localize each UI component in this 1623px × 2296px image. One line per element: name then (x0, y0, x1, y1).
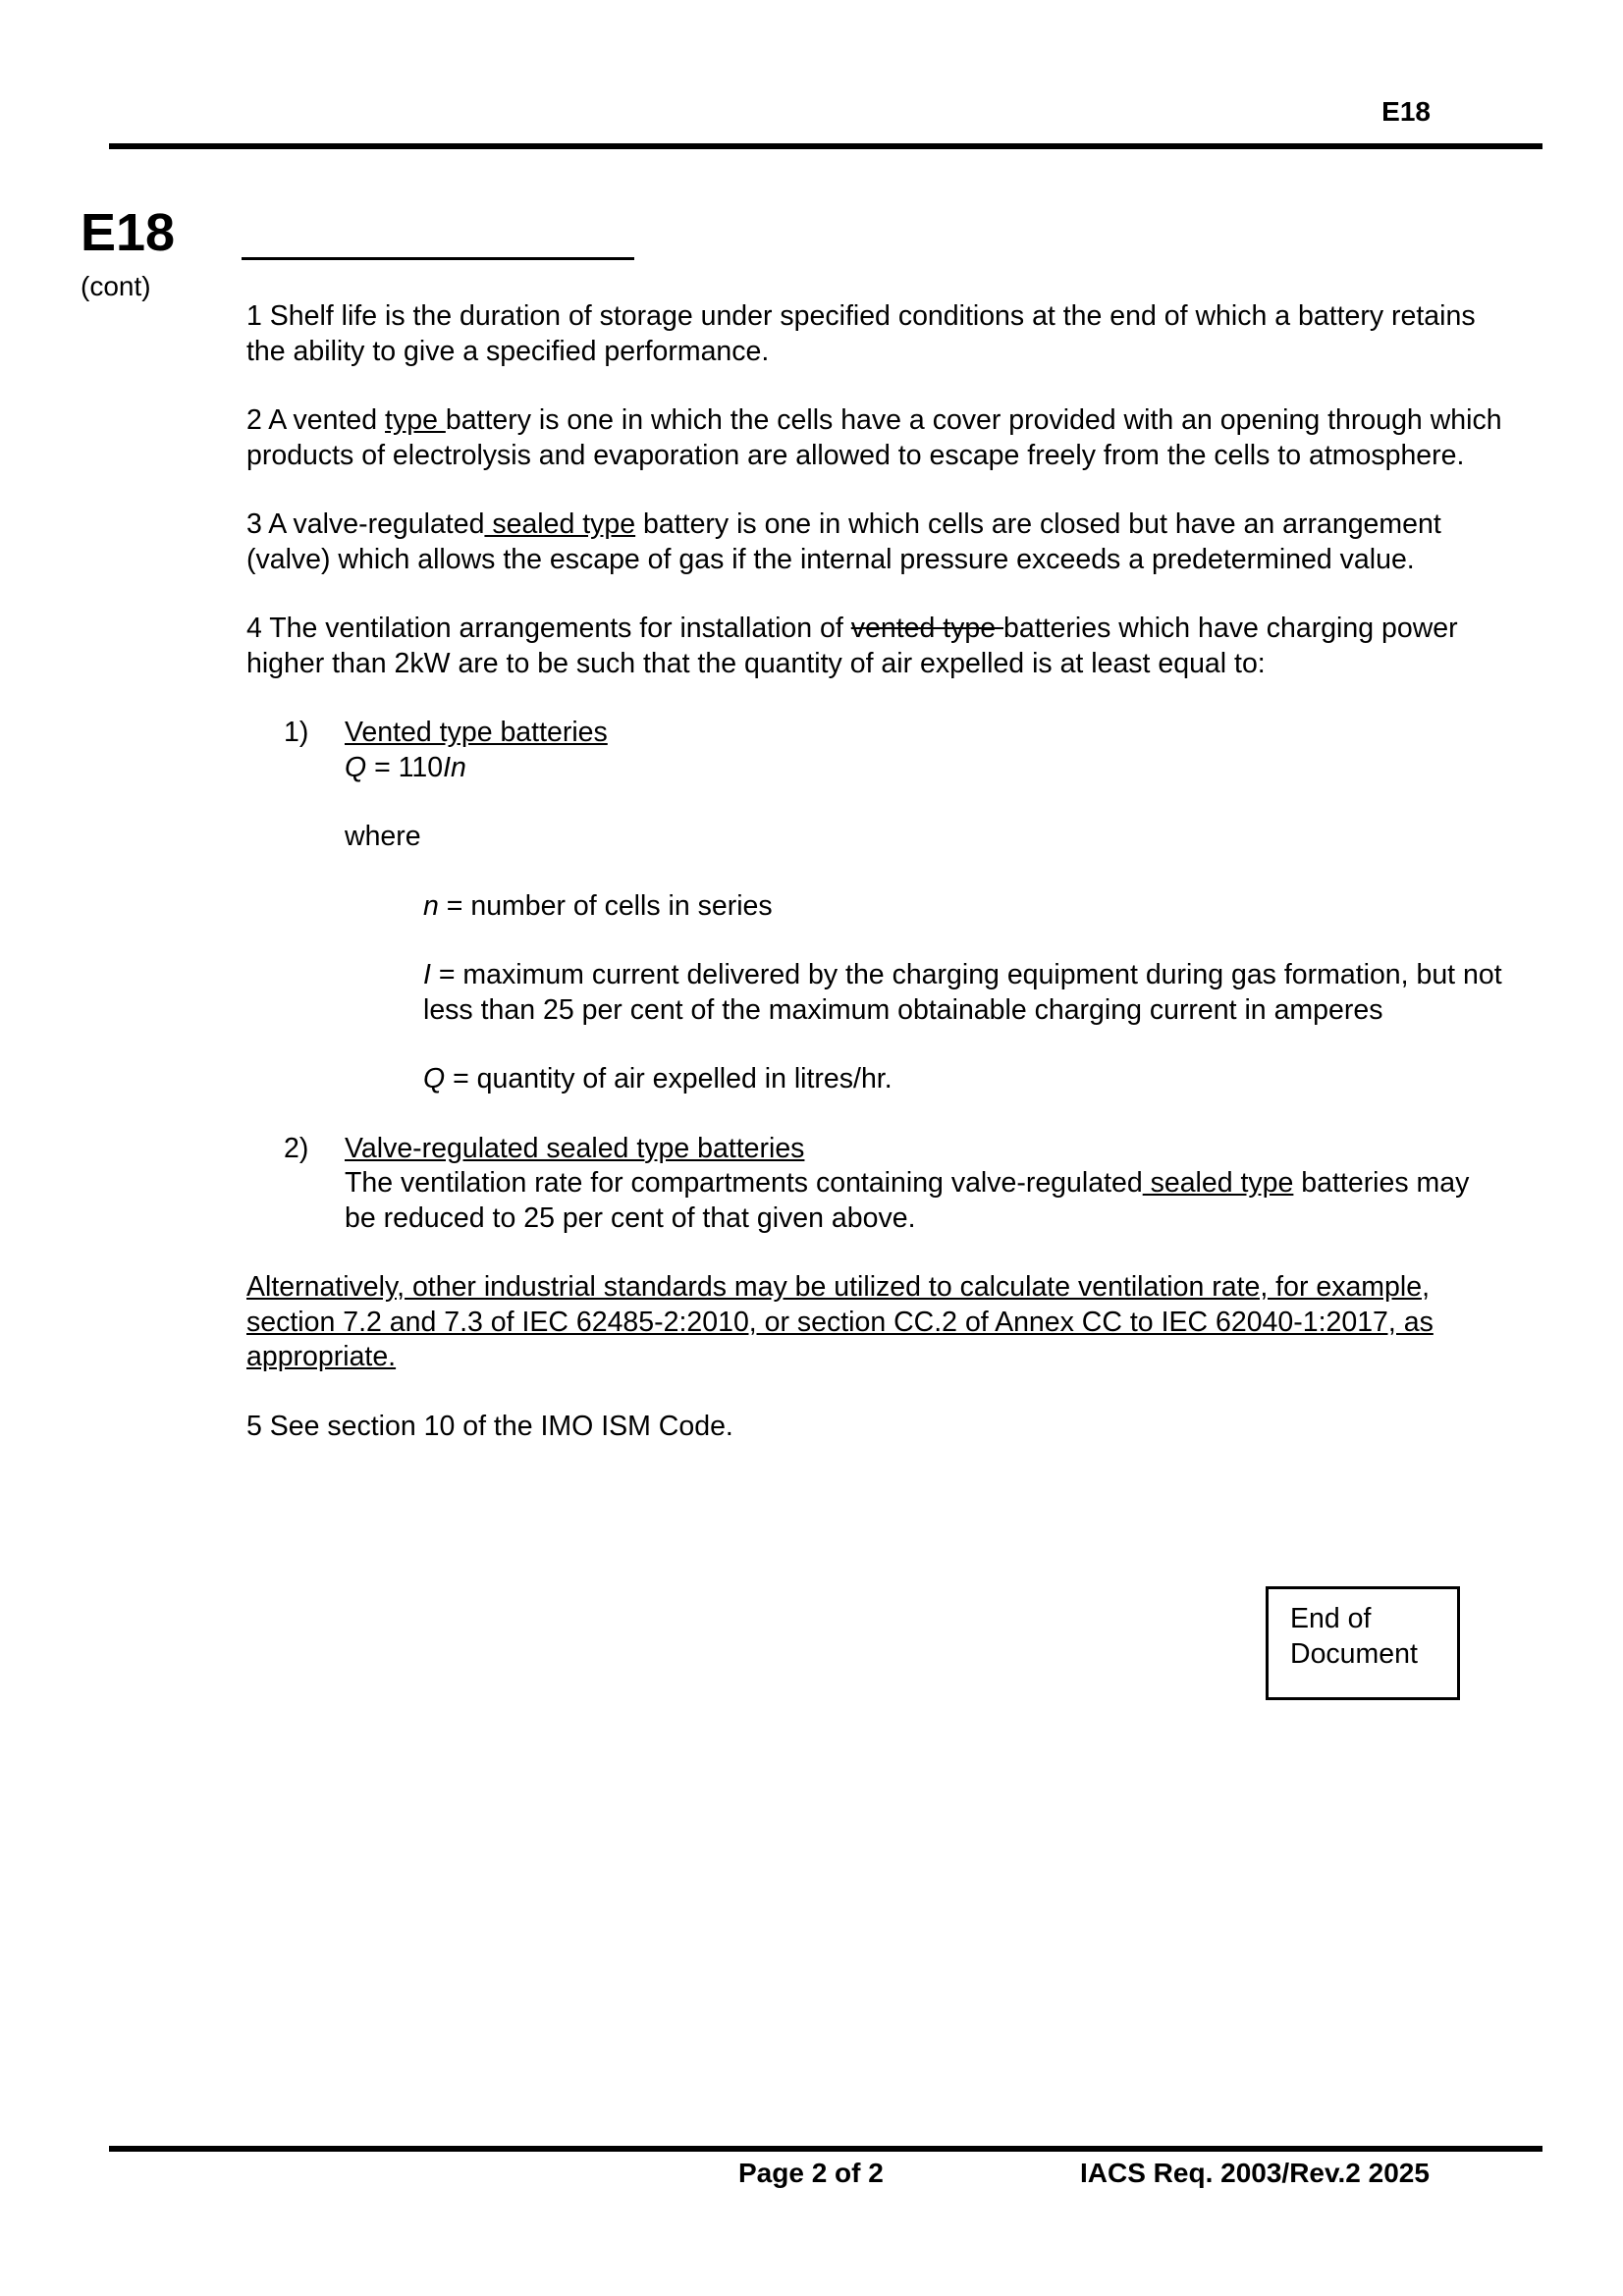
note-1: 1 Shelf life is the duration of storage under specified conditions at the end of which a battery retains the ability to give a specified performance. (246, 300, 1476, 367)
section-code: E18 (81, 203, 176, 262)
inserted-text: sealed type (484, 508, 636, 540)
where-label: where (345, 821, 421, 852)
formula: Q = 110In (345, 751, 466, 783)
definition-i: I = maximum current delivered by the charging equipment during gas formation, but not less than 25 per cent of the maximum obtainable charging current in amperes (423, 959, 1502, 1026)
title-underline (242, 257, 634, 260)
list-item-valve-regulated (246, 1132, 1503, 1237)
definition-q: Q = quantity of air expelled in litres/hr. (423, 1063, 893, 1095)
list-item-title: Vented type batteries (345, 717, 608, 748)
list-item-text: The ventilation rate for compartments containing valve-regulated sealed type batteries may be reduced to 25 per cent of that given above. (345, 1167, 1470, 1234)
notes-content (246, 299, 1503, 1478)
definition-n: n = number of cells in series (423, 889, 773, 922)
section-cont-label: (cont) (81, 271, 151, 301)
list-number: 1) (284, 717, 309, 748)
header-code: E18 (1381, 96, 1431, 127)
note-4: 4 The ventilation arrangements for installation of vented type batteries which have charging power higher than 2kW are to be such that the quantity of air expelled is at least equal to: (246, 613, 1458, 679)
note-3: 3 A valve-regulated sealed type battery is one in which cells are closed but have an arrangement (valve) which allows the escape of gas if the internal pressure exceeds a predetermined value. (246, 508, 1441, 575)
page-number: Page 2 of 2 (738, 2158, 884, 2188)
document-reference: IACS Req. 2003/Rev.2 2025 (1080, 2158, 1430, 2188)
inserted-text: type (385, 404, 446, 436)
note-5: 5 See section 10 of the IMO ISM Code. (246, 1410, 733, 1442)
footer-rule (109, 2146, 1542, 2152)
header-rule (109, 143, 1542, 149)
end-of-document-box: End of Document (1266, 1586, 1460, 1700)
alternative-standards-note: Alternatively, other industrial standards may be utilized to calculate ventilation rate, for example, section 7.2 and 7.3 of IEC 62485-2:2010, or section CC.2 of Annex CC to IEC 62040-1:2017, as appropriate. (246, 1271, 1434, 1372)
note-2: 2 A vented type battery is one in which the cells have a cover provided with an opening through which products of electrolysis and evaporation are allowed to escape freely from the cells to atmosphere. (246, 404, 1502, 471)
list-number: 2) (284, 1132, 309, 1164)
list-item-title: Valve-regulated sealed type batteries (345, 1132, 805, 1164)
list-item-vented (246, 716, 1503, 1097)
inserted-text: sealed type (1142, 1167, 1294, 1199)
deleted-text: vented type (850, 613, 1004, 644)
